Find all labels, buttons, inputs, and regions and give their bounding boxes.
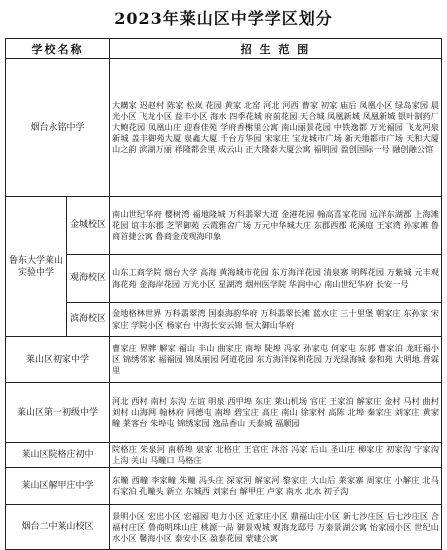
campus-range: 南山世纪华府 樱树湾 福地隆城 万科翡翠大道 金港花园 翰高喜家花园 远洋东湖郡 上海滩花园 谊丰东郡 芝罘御苑 云霞雅舍广场 万元中华城大庄 东郡西郡 花溪庭 王家湾 孙家滩 鲁商首捷公寓 鲁商金茂观海印象 xyxy=(110,197,442,255)
table-row xyxy=(6,303,442,337)
table-row xyxy=(6,337,442,383)
school-range: 东疃 西疃 李家疃 朱疃 冯头庄 深家河 解家河 黎家庄 大山后 莱家寨 周家庄 小解庄 北马 石家泊 孔疃头 新立 东城西 刘家台 解甲庄 卢家 南水 北水 初子沟 xyxy=(110,468,442,505)
campus-name: 滨海校区 xyxy=(67,303,110,337)
campus-name: 观海校区 xyxy=(67,255,110,303)
district-table xyxy=(5,38,442,550)
school-name: 莱山区第一初级中学 xyxy=(6,383,110,443)
school-range: 曹家庄 界牌 解家 福山 丰山 曲家庄 南埠 陡埠 冯家 孙家屯 何家屯 东郭 曹家泊 龙旺福小区 锦绣邻家 福福园 锦凤丽园 阿道花园 东方海洋保利花园 万光绿海城 泰和苑 大明地 普霖里 xyxy=(110,337,442,383)
school-name: 烟台永铭中学 xyxy=(6,59,110,197)
table-header-row xyxy=(6,39,442,59)
school-range: 河北 西村 南村 东沟 左谊 明泉 西甲埠 东庄 莱山机场 官庄 王家泊 解家庄 金村 马村 曲村 刘村 山海网 翰林府 同德屯 南埠 碧宝庄 高庄 南山 徐家村 高陈 北埠 秦家庄 刘家庄 黄家疃 莱客台 朱埠屯 锦绣家园 逸品香山 天泰城 福顺园 xyxy=(110,383,442,443)
campus-range: 金地格林世界 万科翡翠湾 国泰海韵华府 万科翡翠长滩 蓝水庄 三十里堡 朝家庄 东孙家 宋家庄 学院小区 杨家台 中海长安云锦 恒大御山华府 xyxy=(110,303,442,337)
table-row xyxy=(6,59,442,197)
table-row xyxy=(6,255,442,303)
table-row xyxy=(6,197,442,255)
campus-name: 金城校区 xyxy=(67,197,110,255)
school-name: 烟台二中莱山校区 xyxy=(6,505,110,550)
campus-range: 山东工商学院 烟台大学 高海 黄海城市花园 东方海洋花园 清泉寨 明辉花园 万紫城 元丰观海花苑 金海岸花园 万光小区 星湖湾 烟州医学院 华润中心 南山世纪华府 长安一号 xyxy=(110,255,442,303)
school-range: 院格庄 朱泉河 南桥埠 泉家 北格庄 王官庄 沐浴 冯家 后山 圣山庄 柳家庄 初家沟 宁家沟 上沟 关山 马疃口 马格庄 xyxy=(110,443,442,468)
table-row xyxy=(6,505,442,550)
school-range: 大耩家 迟赵村 陈家 松岚 花园 黄家 北窑 河北 河西 曹家 初家 庙后 凤凰小区 绿岛家园 晨光小区 飞龙小区 益丰小区 海水 四季花城 府前花园 天合城 凤凰新城 凤凰新城 银叶制药厂 大鲍花园 凤凰山庄 迎春佳苑 学府香榭里公寓 南山丽景花园 中铁逸都 万光福园 飞龙河泉新城 盖丰御苑大厦 泉鑫大厦 千台方华园 宋家庄 宝龙城市广场 新天地都市广场 天和大厦 山之韵 滨湖万丽 祥隆都会里 成云山 正大隆泰大厦公寓 福明园 盈创国际一号 融创融公馆 xyxy=(110,59,442,197)
header-school-name: 学校名称 xyxy=(6,39,110,59)
school-name: 莱山区院格庄初中 xyxy=(6,443,110,468)
school-name: 鲁东大学莱山实验中学 xyxy=(6,197,67,337)
school-range: 景明小区 宏出小区 宏福园 电力小区 近家庄小区 鼎福山庄小区 新七沙庄区 后七沙庄区 合福村庄区 鲁商明珠山庄 桃源一品 御景观城 观海龙邸号 万泰景湖公寓 怡家园小区 世纪山水小区 馨海小区 泰安小区 盈泰花园 蒙建公寓 xyxy=(110,505,442,550)
school-name: 莱山区初家中学 xyxy=(6,337,110,383)
table-row xyxy=(6,383,442,443)
table-row xyxy=(6,468,442,505)
header-range: 招 生 范 围 xyxy=(110,39,442,59)
page-title: 2023年莱山区中学学区划分 xyxy=(114,9,333,28)
school-name: 莱山区解甲庄中学 xyxy=(6,468,110,505)
table-row xyxy=(6,443,442,468)
